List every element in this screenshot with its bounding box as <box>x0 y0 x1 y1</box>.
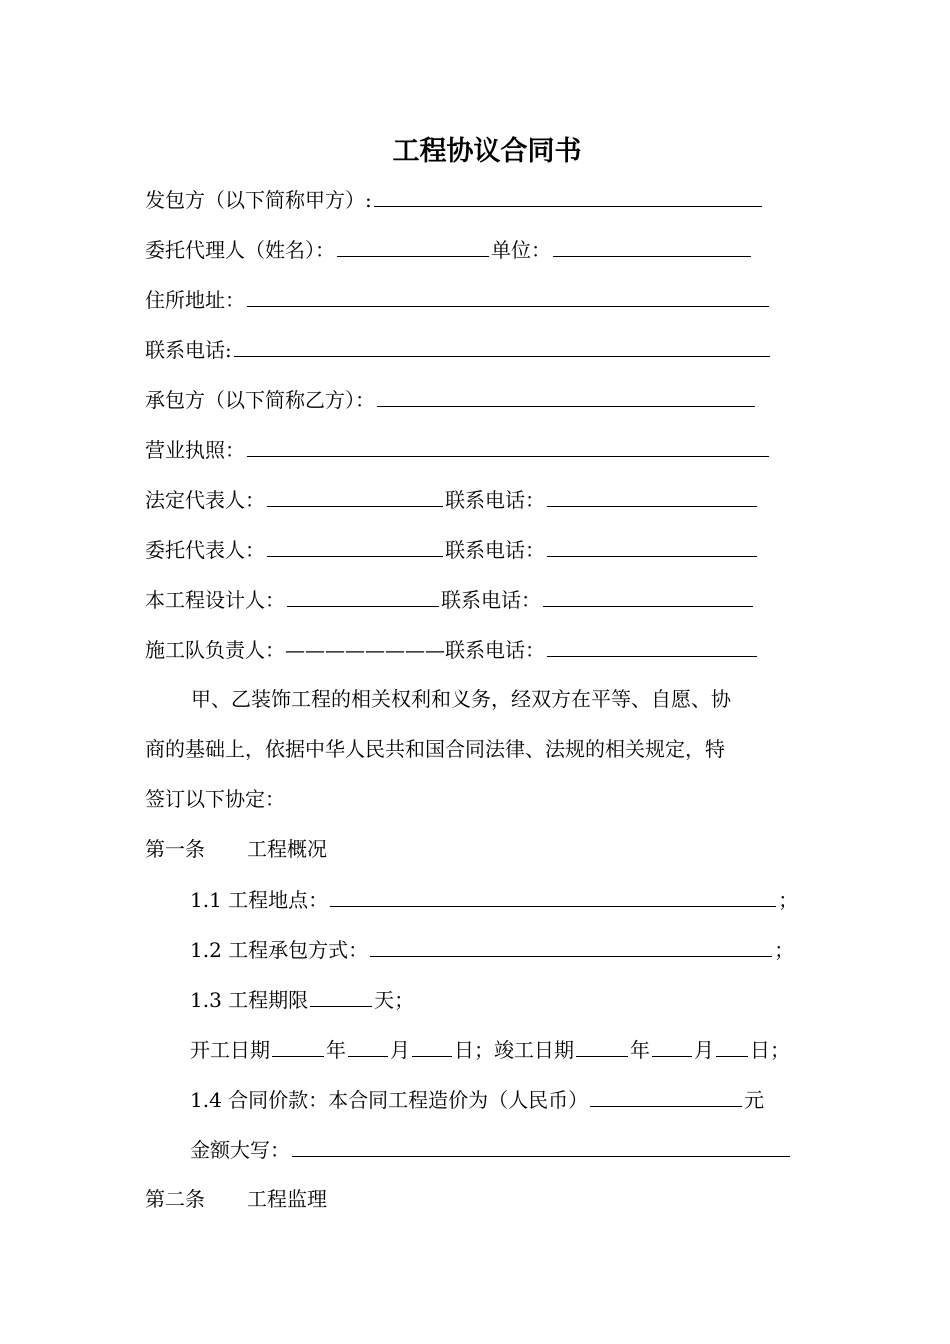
client-line <box>145 184 825 234</box>
entrusted-rep-label: 委托代表人： <box>145 538 265 562</box>
item-1-1-line <box>145 884 825 934</box>
end-month-unit: 月 <box>694 1038 714 1062</box>
start-month-blank[interactable] <box>348 1034 388 1057</box>
amount-words-label: 金额大写： <box>190 1138 290 1162</box>
entrusted-rep-line <box>145 534 825 584</box>
article-1-title: 工程概况 <box>247 837 327 861</box>
item-1-3-line <box>145 984 825 1034</box>
intro-line-3: 签订以下协定： <box>145 787 285 811</box>
amount-words-line <box>145 1134 825 1184</box>
legal-rep-blank[interactable] <box>267 484 443 507</box>
article-1-heading <box>145 834 825 884</box>
article-2-title: 工程监理 <box>247 1187 327 1211</box>
item-1-1-label: 1.1 工程地点： <box>190 888 329 912</box>
client-label: 发包方（以下简称甲方）: <box>145 188 372 212</box>
item-1-1-end: ； <box>778 888 799 912</box>
document-title: 工程协议合同书 <box>392 136 582 167</box>
item-1-3-unit: 天； <box>374 988 415 1012</box>
end-date-label: 日；竣工日期 <box>454 1038 574 1062</box>
designer-blank[interactable] <box>287 584 439 607</box>
contract-body <box>145 134 825 1234</box>
legal-rep-line <box>145 484 825 534</box>
designer-phone-label: 联系电话： <box>441 588 541 612</box>
legal-rep-phone-label: 联系电话： <box>445 488 545 512</box>
license-line <box>145 434 825 484</box>
amount-words-blank[interactable] <box>292 1134 790 1157</box>
contract-mode-blank[interactable] <box>370 934 772 957</box>
legal-rep-label: 法定代表人： <box>145 488 265 512</box>
agent-name-blank[interactable] <box>337 234 489 257</box>
address-blank[interactable] <box>247 284 769 307</box>
intro-line-1: 甲、乙装饰工程的相关权利和义务，经双方在平等、自愿、协 <box>191 687 731 711</box>
item-1-3-label: 1.3 工程期限 <box>190 988 309 1012</box>
price-unit: 元 <box>744 1088 765 1112</box>
article-2-heading <box>145 1184 825 1234</box>
phone1-blank[interactable] <box>234 334 770 357</box>
start-year-blank[interactable] <box>272 1034 324 1057</box>
team-leader-line <box>145 634 825 684</box>
end-day-unit: 日； <box>750 1038 790 1062</box>
start-year-unit: 年 <box>326 1038 346 1062</box>
unit-blank[interactable] <box>553 234 751 257</box>
site-location-blank[interactable] <box>330 884 776 907</box>
contractor-label: 承包方（以下简称乙方）： <box>145 388 375 412</box>
designer-phone-blank[interactable] <box>543 584 753 607</box>
end-month-blank[interactable] <box>652 1034 692 1057</box>
intro-line-2: 商的基础上，依据中华人民共和国合同法律、法规的相关规定，特 <box>145 737 725 761</box>
item-1-2-line <box>145 934 825 984</box>
item-1-2-label: 1.2 工程承包方式： <box>190 938 369 962</box>
unit-label: 单位： <box>491 238 551 262</box>
dates-line <box>145 1034 825 1084</box>
agent-name-label: 委托代理人（姓名）： <box>145 238 335 262</box>
license-blank[interactable] <box>247 434 769 457</box>
license-label: 营业执照： <box>145 438 245 462</box>
agent-line <box>145 234 825 284</box>
end-year-unit: 年 <box>630 1038 650 1062</box>
start-date-label: 开工日期 <box>190 1038 270 1062</box>
client-blank[interactable] <box>374 184 762 207</box>
end-day-blank[interactable] <box>716 1034 748 1057</box>
start-month-unit: 月 <box>390 1038 410 1062</box>
price-blank[interactable] <box>590 1084 742 1107</box>
end-year-blank[interactable] <box>576 1034 628 1057</box>
address-label: 住所地址： <box>145 288 245 312</box>
contractor-line <box>145 384 825 434</box>
article-2-number: 第二条 <box>145 1187 205 1211</box>
entrusted-rep-phone-blank[interactable] <box>547 534 757 557</box>
phone1-label: 联系电话: <box>145 338 232 362</box>
article-1-number: 第一条 <box>145 837 205 861</box>
entrusted-rep-phone-label: 联系电话： <box>445 538 545 562</box>
designer-label: 本工程设计人： <box>145 588 285 612</box>
designer-line <box>145 584 825 634</box>
address-line <box>145 284 825 334</box>
item-1-4-line <box>145 1084 825 1134</box>
legal-rep-phone-blank[interactable] <box>547 484 757 507</box>
item-1-2-end: ； <box>774 938 795 962</box>
team-leader-label: 施工队负责人：————————联系电话： <box>145 638 545 662</box>
phone1-line <box>145 334 825 384</box>
entrusted-rep-blank[interactable] <box>267 534 443 557</box>
team-leader-phone-blank[interactable] <box>547 634 757 657</box>
start-day-blank[interactable] <box>412 1034 452 1057</box>
contractor-blank[interactable] <box>377 384 755 407</box>
duration-blank[interactable] <box>310 984 372 1007</box>
item-1-4-label: 1.4 合同价款：本合同工程造价为（人民币） <box>190 1088 589 1112</box>
